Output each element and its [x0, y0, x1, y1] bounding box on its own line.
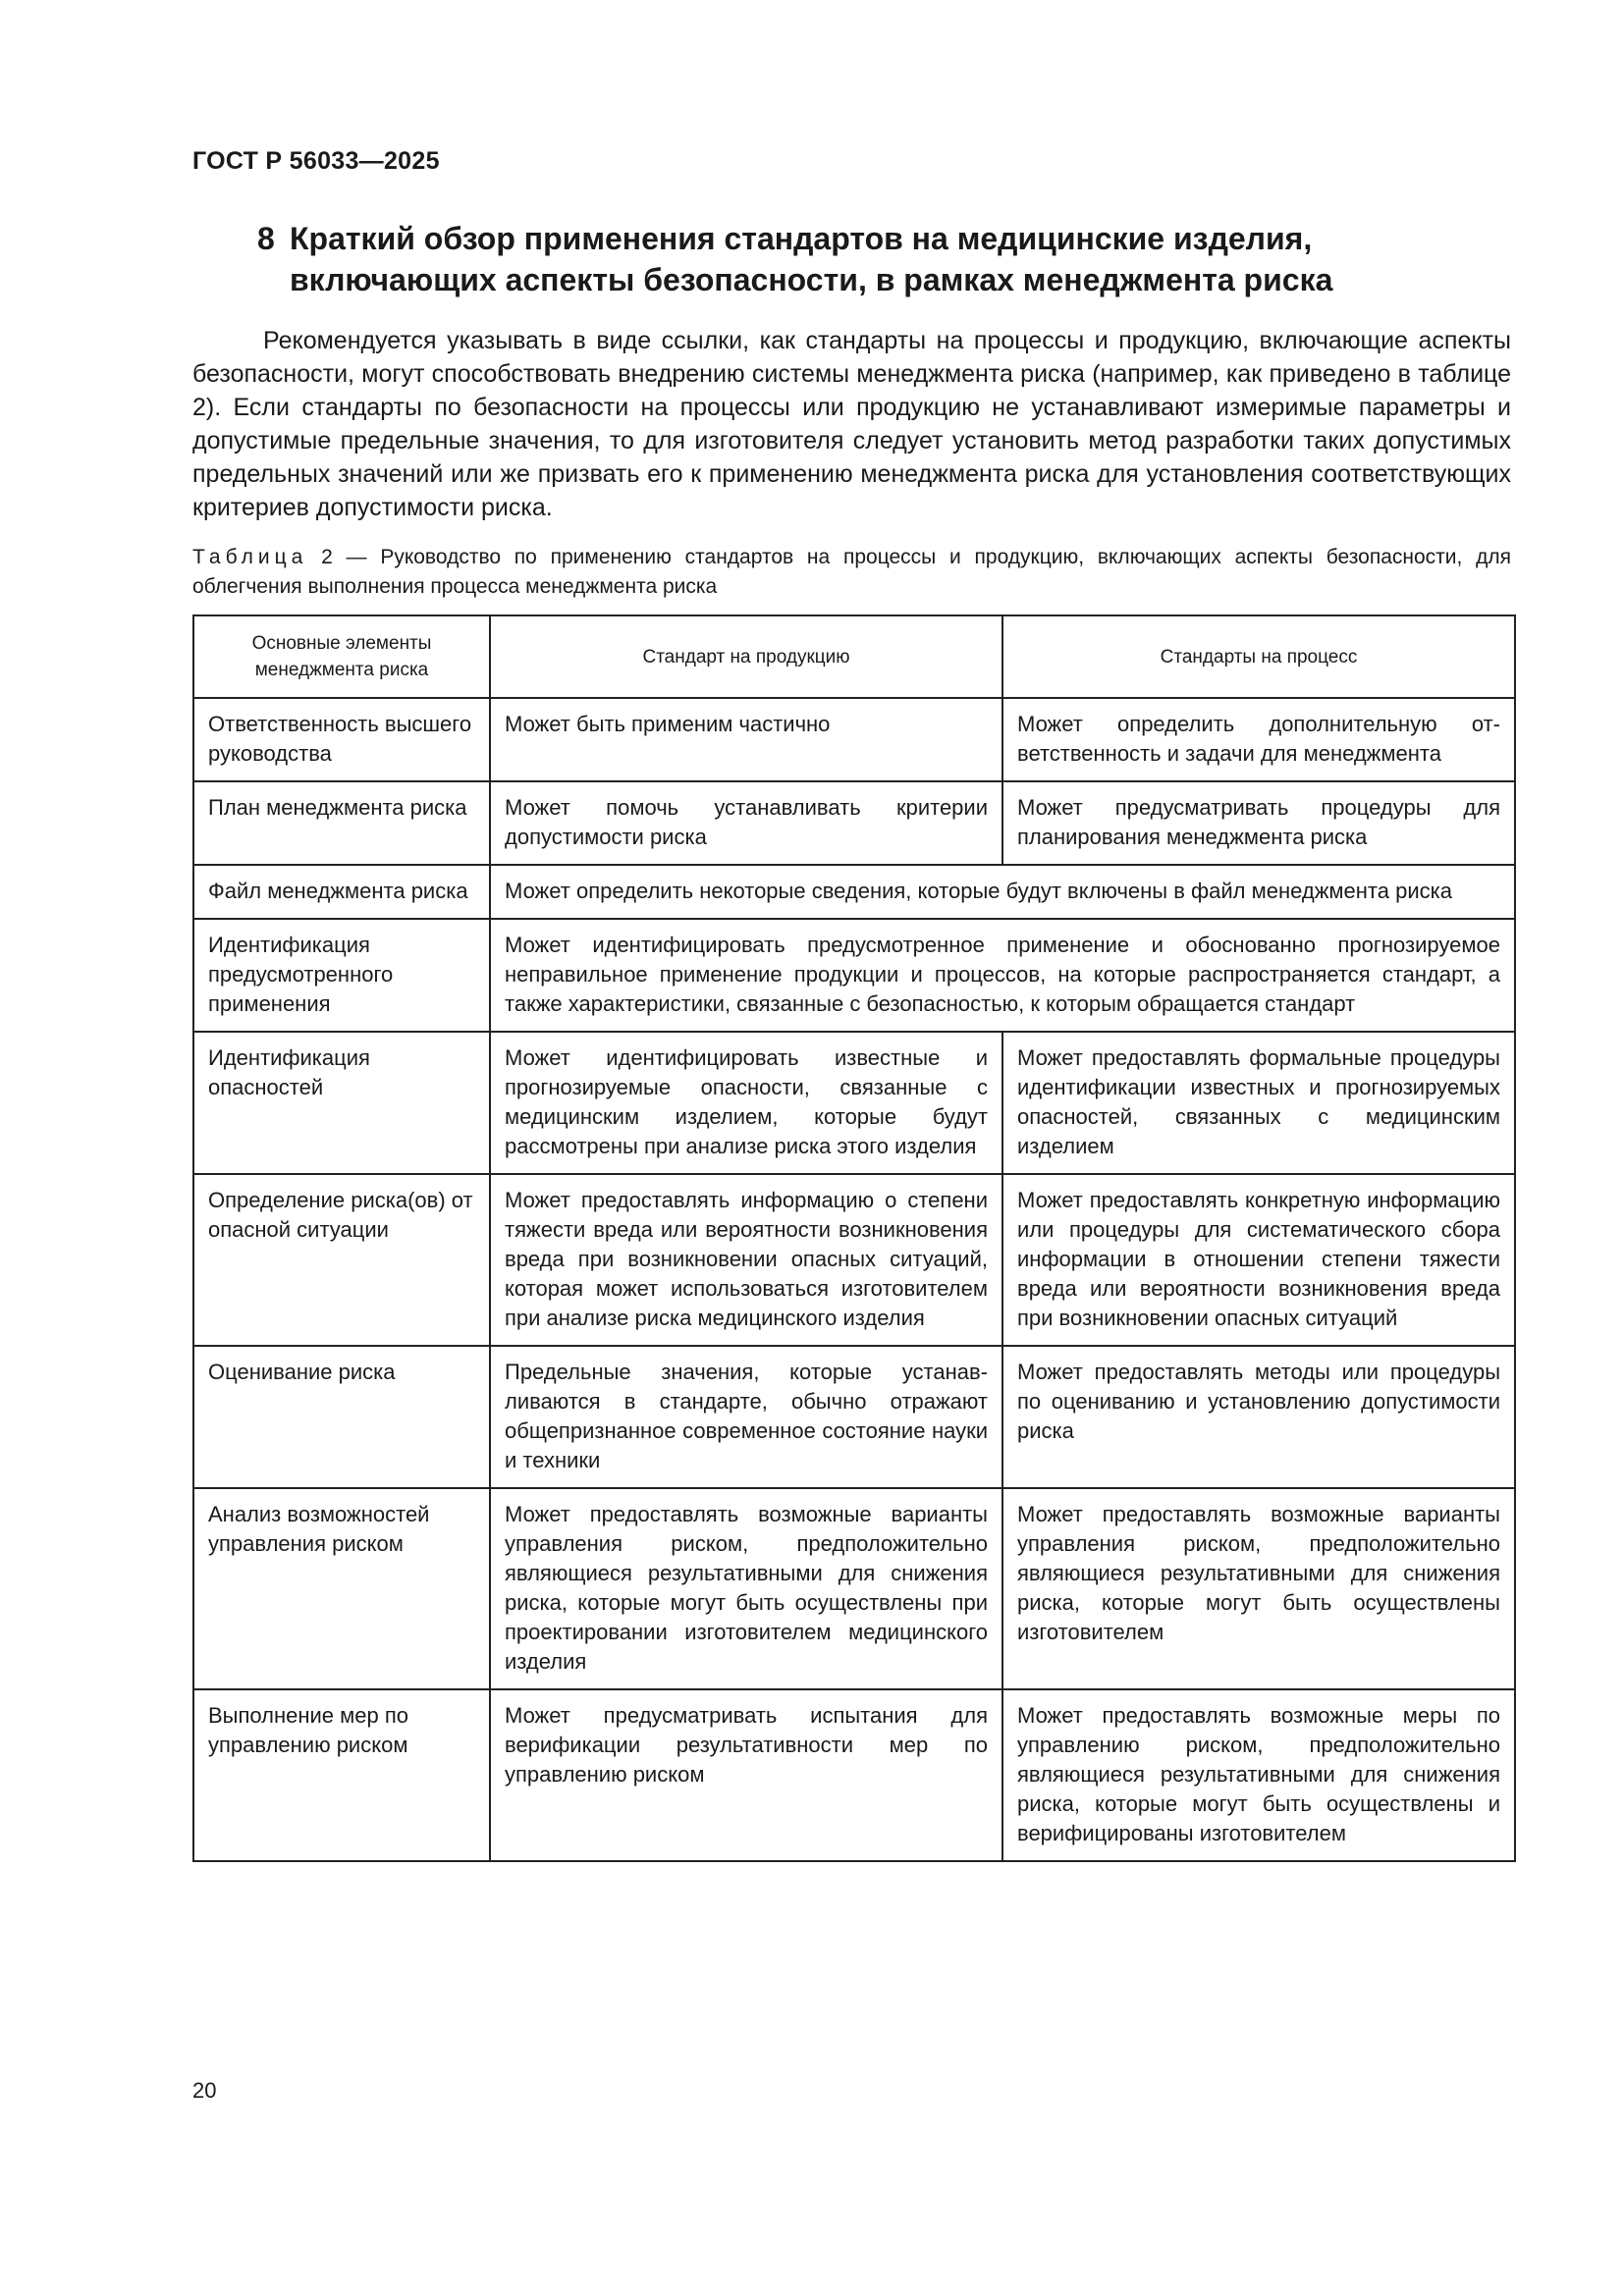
- row-process: Может предоставлять конкретную информацию или процедуры для систематического сбора информации в отношении степени тяжести вреда или вероятности возникновения вреда при возникновении опасных ситуаций: [1002, 1174, 1515, 1346]
- row-product: Может идентифицировать известные и прогнозируемые опасности, связанные с медицинским изделием, которые будут рассмотрены при анализе риска этого изделия: [490, 1032, 1002, 1174]
- row-element: Ответственность высшего руководства: [193, 698, 490, 781]
- table-row: [193, 1689, 1515, 1861]
- row-product: Может предоставлять информацию о степени тяжести вреда или вероятности возникновения вреда при возникновении опасных ситуаций, которая может использоваться изготовителем при анализе риска медицинского изделия: [490, 1174, 1002, 1346]
- row-product: Предельные значения, которые устанавливаются в стандарте, обычно отражают общепризнанное современное состояние науки и техники: [490, 1346, 1002, 1488]
- table-row: [193, 1346, 1515, 1488]
- table-caption: [192, 543, 1511, 602]
- row-process: Может предоставлять методы или процедуры по оцениванию и установлению допустимости риска: [1002, 1346, 1515, 1488]
- table-caption-text: 2 — Руководство по применению стандартов на процессы и продукцию, включающих аспекты безопасности, для облегчения выполнения процесса менеджмента риска: [192, 546, 1511, 598]
- row-element: Определение риска(ов) от опасной ситуации: [193, 1174, 490, 1346]
- row-merged: Может определить некоторые сведения, которые будут включены в файл менеджмента риска: [490, 865, 1515, 919]
- row-element: Выполнение мер по управлению риском: [193, 1689, 490, 1861]
- row-process: Может определить дополнительную ответственность и задачи для менеджмента: [1002, 698, 1515, 781]
- row-merged: Может идентифицировать предусмотренное применение и обоснованно прогнозируемое неправильное применение продукции и процессов, на которые распространяется стандарт, а также характеристики, связанные с безопасностью, к которым обращается стандарт: [490, 919, 1515, 1032]
- row-element: Идентификация предусмотренного применения: [193, 919, 490, 1032]
- risk-management-table: [192, 614, 1514, 1862]
- row-element: Оценивание риска: [193, 1346, 490, 1488]
- row-process: Может предоставлять возможные меры по управлению риском, предположительно являющиеся результативными для снижения риска, которые могут быть осуществлены и верифицированы изготовителем: [1002, 1689, 1515, 1861]
- row-element: Анализ возможностей управления риском: [193, 1488, 490, 1689]
- table-row: [193, 698, 1515, 781]
- row-process: Может предоставлять формальные процедуры идентификации известных и прогнозируемых опасностей, связанных с медицинским изделием: [1002, 1032, 1515, 1174]
- intro-paragraph: Рекомендуется указывать в виде ссылки, как стандарты на процессы и продукцию, включающие аспекты безопасности, могут способствовать внедрению системы менеджмента риска (например, как приведено в таблице 2). Если стандарты по безопасности на процессы или продукцию не устанавливают измеримые параметры и допустимые предельные значения, то для изготовителя следует установить метод разработки таких допустимых предельных значений или же призвать его к применению менеджмента риска для установления соответствующих критериев допустимости риска.: [192, 327, 1511, 521]
- table-caption-label: Таблица: [192, 546, 308, 568]
- section-heading: [259, 218, 1437, 300]
- table-row: [193, 1488, 1515, 1689]
- table-row: [193, 919, 1515, 1032]
- row-product: Может помочь устанавливать критерии допустимости риска: [490, 781, 1002, 865]
- table-row: [193, 781, 1515, 865]
- section-title: Краткий обзор применения стандартов на медицинские изделия, включающих аспекты безопасности, в рамках менеджмента риска: [290, 221, 1333, 297]
- header-elements: Основные элементы менеджмента риска: [193, 615, 490, 698]
- page-number: 20: [192, 2078, 217, 2103]
- table-row: [193, 1174, 1515, 1346]
- row-process: Может предоставлять возможные варианты управления риском, предположительно являющиеся результативными для снижения риска, которые могут быть осуществлены изготовителем: [1002, 1488, 1515, 1689]
- header-product-standard: Стандарт на продукцию: [490, 615, 1002, 698]
- row-element: План менеджмента риска: [193, 781, 490, 865]
- section-number: 8: [257, 221, 275, 256]
- row-element: Идентификация опасностей: [193, 1032, 490, 1174]
- row-product: Может предоставлять возможные варианты управления риском, предположительно являющиеся результативными для снижения риска, которые могут быть осуществлены при проектировании изготовителем медицинского изделия: [490, 1488, 1002, 1689]
- row-element: Файл менеджмента риска: [193, 865, 490, 919]
- table-row: [193, 1032, 1515, 1174]
- row-process: Может предусматривать процедуры для планирования менеджмента риска: [1002, 781, 1515, 865]
- document-code: ГОСТ Р 56033—2025: [192, 147, 440, 175]
- table-row: [193, 865, 1515, 919]
- header-process-standards: Стандарты на процесс: [1002, 615, 1515, 698]
- row-product: Может быть применим частично: [490, 698, 1002, 781]
- row-product: Может предусматривать испытания для верификации результативности мер по управлению риском: [490, 1689, 1002, 1861]
- table-header-row: [193, 615, 1515, 698]
